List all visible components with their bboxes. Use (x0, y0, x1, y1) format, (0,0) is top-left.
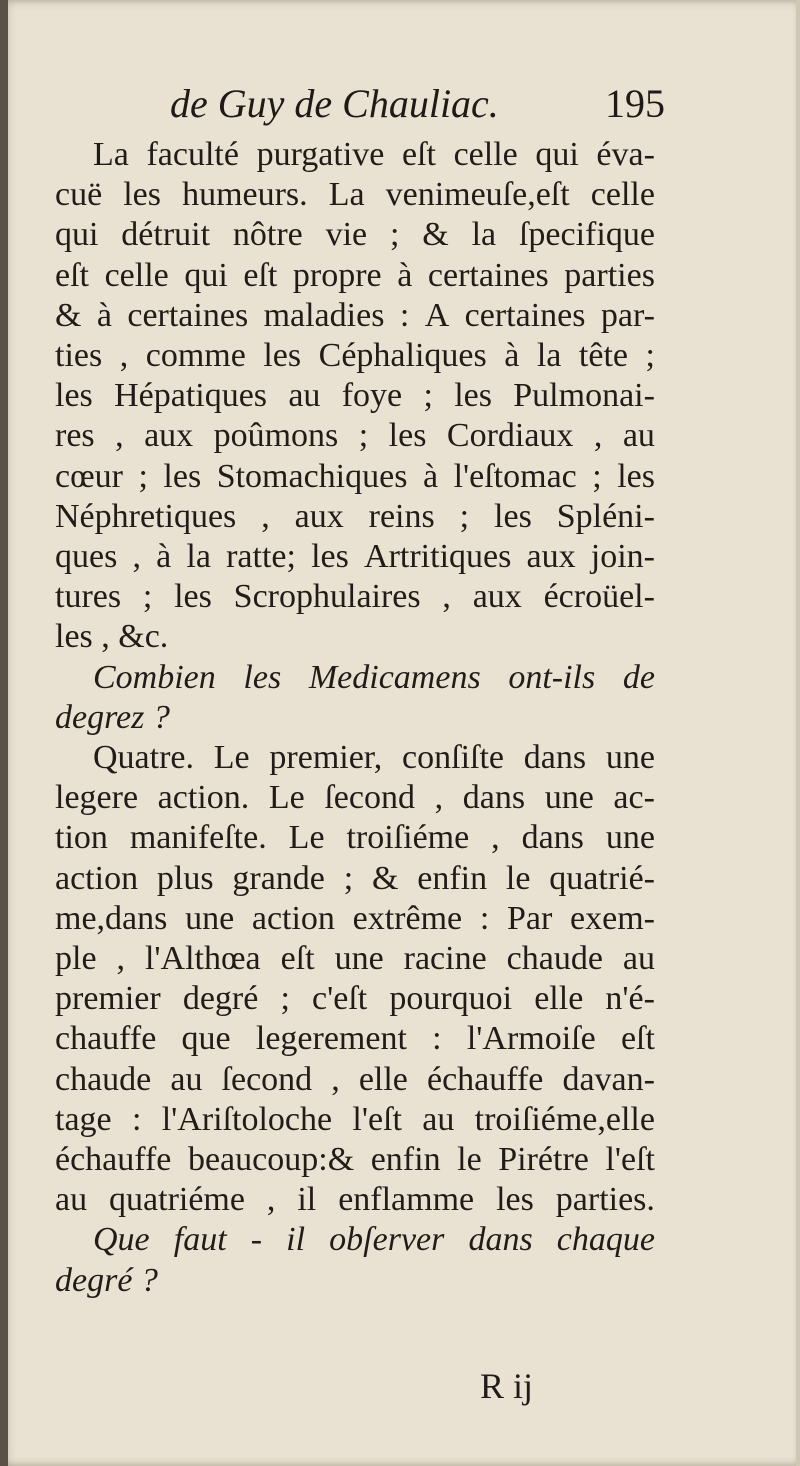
page-number: 195 (605, 81, 665, 126)
text-line: cuë les humeurs. La venimeuſe,eſt celle (55, 176, 655, 214)
text-line: les , &c. (55, 618, 169, 656)
text-line: ties , comme les Céphaliques à la tête ; (55, 337, 655, 375)
text-line: tion manifeſte. Le troiſiéme , dans une (55, 819, 655, 857)
question-line: Combien les Medicamens ont-ils de (93, 658, 655, 696)
text-line: cœur ; les Stomachiques à l'eſtomac ; les (55, 457, 655, 495)
text-line: qui détruit nôtre vie ; & la ſpecifique (55, 216, 655, 254)
text-line: tage : l'Ariſtoloche l'eſt au troiſiéme,elle (55, 1100, 655, 1138)
page-binding-edge (0, 0, 8, 1466)
text-line: tures ; les Scrophulaires , aux écroüel- (55, 578, 655, 616)
text-line: chauffe que legerement : l'Armoiſe eſt (55, 1020, 655, 1058)
question-line: Que faut - il obſerver dans chaque (93, 1221, 655, 1259)
text-line: Néphretiques , aux reins ; les Spléni- (55, 497, 655, 535)
text-line: & à certaines maladies : A certaines par- (55, 296, 655, 334)
text-line: échauffe beaucoup:& enfin le Pirétre l'eſt (55, 1141, 655, 1179)
text-line: me,dans une action extrême : Par exem- (55, 899, 655, 937)
signature-mark: R ij (480, 1366, 534, 1406)
text-line: chaude au ſecond , elle échauffe davan- (55, 1060, 655, 1098)
text-line: action plus grande ; & enfin le quatrié- (55, 859, 655, 897)
text-line: La faculté purgative eſt celle qui éva- (93, 136, 655, 173)
text-line: les Hépatiques au foye ; les Pulmonai- (55, 377, 655, 415)
text-line: legere action. Le ſecond , dans une ac- (55, 779, 655, 817)
page-outer-edge (796, 0, 800, 1466)
body-text (55, 135, 655, 1301)
text-line: ques , à la ratte; les Artritiques aux join- (55, 538, 655, 576)
text-line: eſt celle qui eſt propre à certaines parties (55, 256, 655, 294)
page-header (170, 80, 665, 140)
text-line: res , aux poûmons ; les Cordiaux , au (55, 417, 655, 455)
running-title: de Guy de Chauliac. (170, 81, 499, 126)
question-line: degrez ? (55, 698, 170, 736)
question-line: degré ? (55, 1261, 158, 1299)
text-line: Quatre. Le premier, conſiſte dans une (93, 739, 655, 777)
text-line: premier degré ; c'eſt pourquoi elle n'é- (55, 980, 655, 1018)
text-line: ple , l'Althœa eſt une racine chaude au (55, 940, 655, 978)
text-line: au quatriéme , il enflamme les parties. (55, 1181, 655, 1219)
